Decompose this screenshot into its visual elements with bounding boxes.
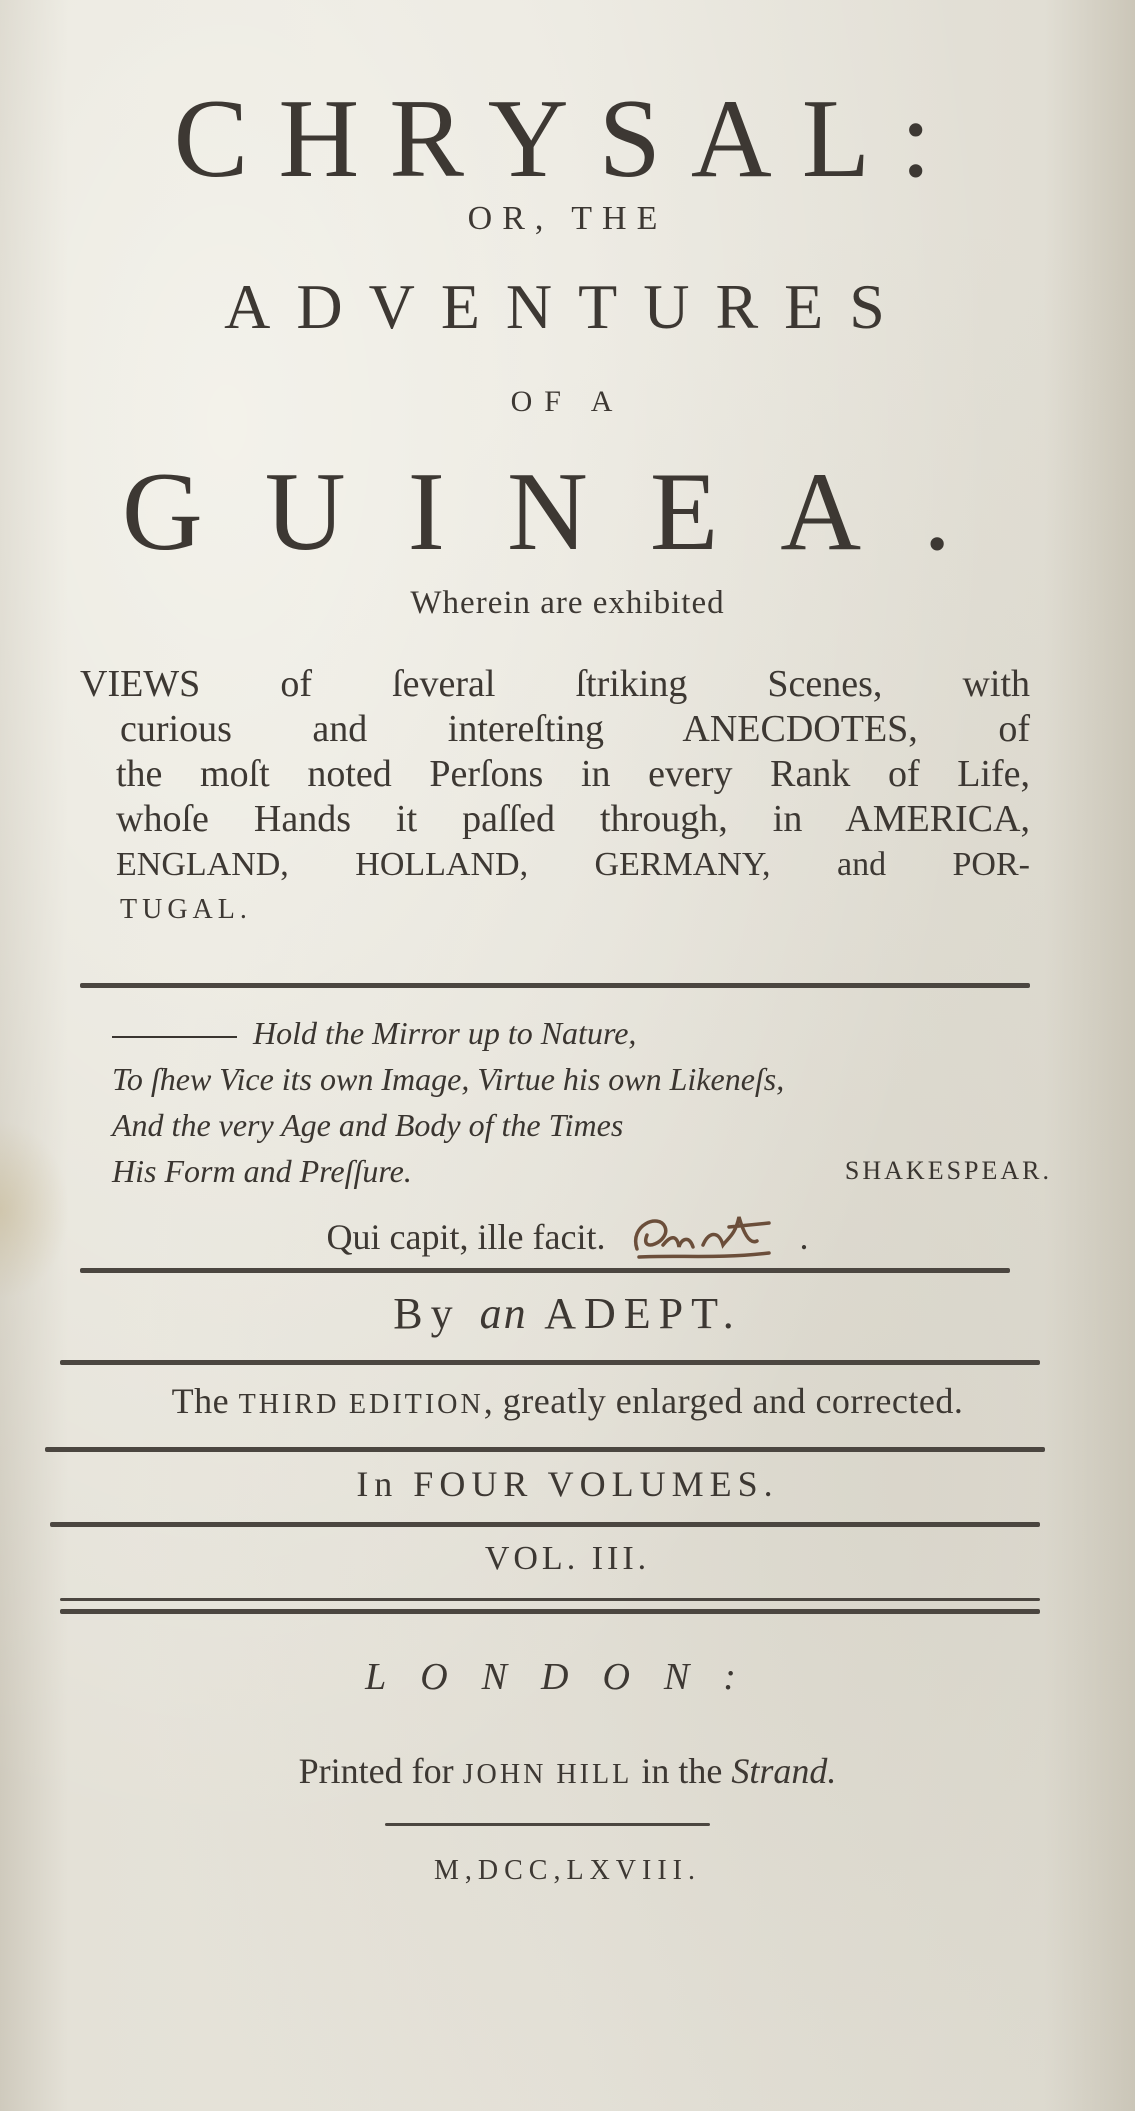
- place-of-publication: LONDON:: [365, 1656, 770, 1698]
- description-line: TUGAL.: [120, 894, 252, 925]
- epigraph: [112, 1010, 1052, 1194]
- epigraph-line: To ſhew Vice its own Image, Virtue his own Likeneſs,: [112, 1061, 785, 1097]
- subtitle-of-a: OF A: [510, 385, 625, 418]
- wherein-line: Wherein are exhibited: [410, 585, 725, 621]
- subtitle-adventures: ADVENTURES: [224, 271, 911, 342]
- rule-6: [60, 1598, 1040, 1601]
- printer-line: [0, 1750, 1135, 1792]
- edition-the: The: [171, 1381, 230, 1421]
- rule-8: [385, 1823, 710, 1826]
- rule-4: [45, 1447, 1045, 1452]
- epigraph-line: His Form and Preſſure.: [112, 1153, 412, 1189]
- edition-third: THIRD: [238, 1389, 340, 1420]
- handwritten-signature: [619, 1205, 799, 1265]
- subtitle-guinea: GUINEA.: [121, 450, 1014, 574]
- printer-name: JOHN HILL: [462, 1759, 633, 1790]
- description-paragraph: [80, 662, 1030, 932]
- description-line: whoſe Hands it paſſed through, in AMERICA,: [116, 798, 1030, 840]
- description-line: VIEWS of ſeveral ſtriking Scenes, with: [80, 663, 1030, 705]
- author-name: ADEPT.: [544, 1289, 742, 1338]
- motto-end: .: [799, 1217, 809, 1257]
- rule-5: [50, 1522, 1040, 1527]
- volume-number: VOL. III.: [484, 1540, 651, 1577]
- motto: Qui capit, ille facit.: [326, 1217, 606, 1257]
- epigraph-line: Hold the Mirror up to Nature,: [253, 1015, 637, 1051]
- author-line: [0, 1288, 1135, 1339]
- motto-line: [0, 1205, 1135, 1265]
- volumes-line: In FOUR VOLUMES.: [356, 1464, 779, 1504]
- rule-1: [80, 983, 1030, 988]
- subtitle-or-the: OR, THE: [467, 200, 668, 237]
- printed-for: Printed for: [298, 1751, 454, 1791]
- description-line: the moſt noted Perſons in every Rank of Life,: [116, 753, 1030, 795]
- description-line: curious and intereſting ANECDOTES, of: [120, 708, 1030, 750]
- epigraph-attribution: SHAKESPEAR.: [844, 1156, 1052, 1185]
- edition-rest: , greatly enlarged and corrected.: [483, 1381, 964, 1421]
- em-dash: [112, 1036, 237, 1038]
- epigraph-line: And the very Age and Body of the Times: [112, 1107, 624, 1143]
- edition-edition: EDITION: [348, 1389, 484, 1420]
- printer-strand: Strand.: [731, 1751, 837, 1791]
- author-an: an: [479, 1289, 528, 1338]
- publication-date: M,DCC,LXVIII.: [434, 1855, 701, 1886]
- author-prefix: By: [393, 1289, 461, 1338]
- rule-7: [60, 1609, 1040, 1614]
- book-title: CHRYSAL:: [173, 77, 962, 201]
- printer-in-the: in the: [641, 1751, 723, 1791]
- rule-3: [60, 1360, 1040, 1365]
- rule-2: [80, 1268, 1010, 1273]
- edition-line: [0, 1380, 1135, 1422]
- description-line: ENGLAND, HOLLAND, GERMANY, and POR-: [116, 846, 1030, 883]
